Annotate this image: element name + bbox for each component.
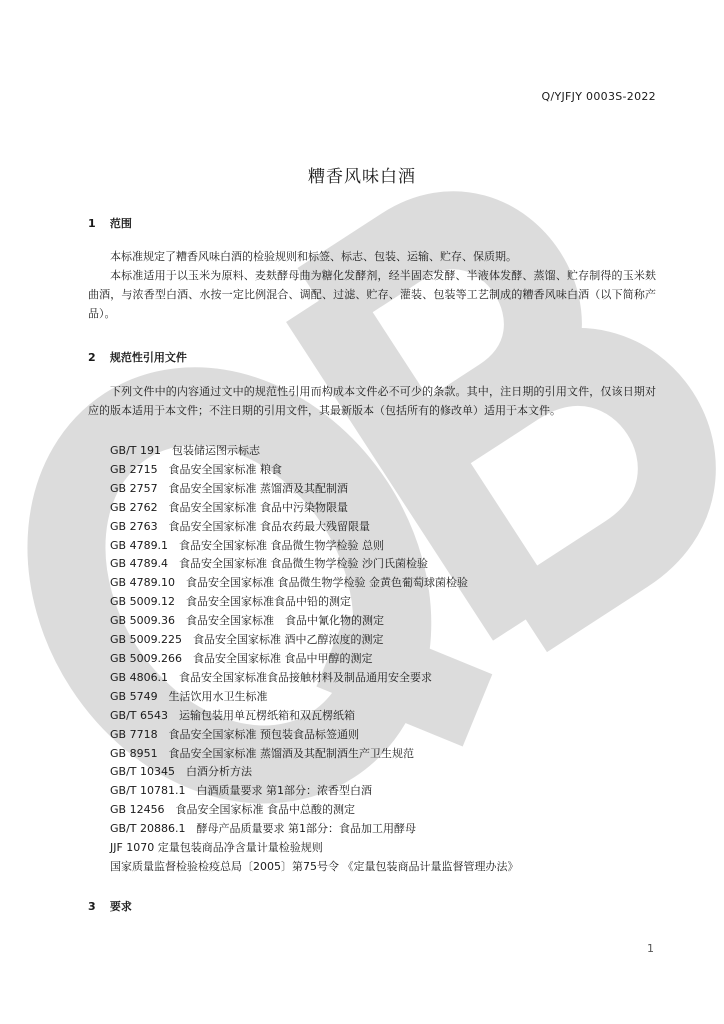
reference-item: 国家质量监督检验检疫总局〔2005〕第75号令 《定量包装商品计量监督管理办法》 bbox=[110, 859, 519, 873]
reference-item: GB 12456 食品安全国家标准 食品中总酸的测定 bbox=[110, 803, 356, 817]
reference-item: GB 4806.1 食品安全国家标准食品接触材料及制品通用安全要求 bbox=[110, 670, 433, 684]
reference-item: GB 7718 食品安全国家标准 预包装食品标签通则 bbox=[110, 727, 360, 741]
references-intro: 下列文件中的内容通过文中的规范性引用而构成本文件必不可少的条款。其中，注日期的引用文件，仅该日期对应的版本适用于本文件；不注日期的引用文件，其最新版本（包括所有的修改单）适用于本文件。 bbox=[88, 385, 656, 417]
reference-item: GB/T 20886.1 酵母产品质量要求 第1部分：食品加工用酵母 bbox=[110, 822, 416, 836]
section-title: 范围 bbox=[109, 217, 132, 230]
reference-item: JJF 1070 定量包装商品净含量计量检验规则 bbox=[110, 841, 323, 855]
scope-paragraph-1: 本标准规定了糟香风味白酒的检验规则和标签、标志、包装、运输、贮存、保质期。 bbox=[110, 250, 517, 263]
reference-item: GB 5009.266 食品安全国家标准 食品中甲醇的测定 bbox=[110, 651, 373, 665]
reference-item: GB 5009.36 食品安全国家标准 食品中氰化物的测定 bbox=[110, 614, 385, 628]
reference-item: GB 2757 食品安全国家标准 蒸馏酒及其配制酒 bbox=[110, 481, 349, 495]
reference-item: GB 2715 食品安全国家标准 粮食 bbox=[110, 462, 283, 476]
section-heading-scope bbox=[88, 215, 132, 231]
reference-item: GB/T 191 包装储运图示标志 bbox=[110, 444, 260, 457]
reference-item: GB 5749 生活饮用水卫生标准 bbox=[110, 689, 268, 703]
section-heading-requirements bbox=[88, 898, 132, 914]
reference-item: GB 4789.1 食品安全国家标准 食品微生物学检验 总则 bbox=[110, 538, 385, 552]
reference-item: GB/T 10781.1 白酒质量要求 第1部分：浓香型白酒 bbox=[110, 784, 372, 798]
reference-item: GB 2763 食品安全国家标准 食品农药最大残留限量 bbox=[110, 519, 371, 533]
scope-paragraph-2: 本标准适用于以玉米为原料、麦麸酵母曲为糖化发酵剂，经半固态发酵、半液体发酵、蒸馏、贮存制得的玉米麸曲酒，与浓香型白酒、水按一定比例混合、调配、过滤、贮存、灌装、包装等工艺制成的糟香风味白酒（以下简称产品）。 bbox=[88, 269, 656, 320]
reference-item: GB 2762 食品安全国家标准 食品中污染物限量 bbox=[110, 500, 349, 514]
document-code: Q/YJFJY 0003S-2022 bbox=[541, 90, 656, 103]
document-title: 糟香风味白酒 bbox=[308, 167, 416, 187]
section-number: 1 bbox=[88, 217, 96, 230]
section-heading-references bbox=[88, 349, 187, 365]
reference-item: GB 5009.12 食品安全国家标准食品中铅的测定 bbox=[110, 595, 352, 609]
reference-item: GB/T 10345 白酒分析方法 bbox=[110, 765, 252, 779]
reference-list bbox=[110, 442, 519, 877]
page-number: 1 bbox=[647, 942, 654, 955]
section-number: 2 bbox=[88, 351, 96, 364]
reference-item: GB 8951 食品安全国家标准 蒸馏酒及其配制酒生产卫生规范 bbox=[110, 746, 415, 760]
reference-item: GB 4789.10 食品安全国家标准 食品微生物学检验 金黄色葡萄球菌检验 bbox=[110, 576, 469, 590]
section-number: 3 bbox=[88, 900, 96, 913]
section-title: 要求 bbox=[109, 900, 132, 913]
reference-item: GB 4789.4 食品安全国家标准 食品微生物学检验 沙门氏菌检验 bbox=[110, 557, 429, 571]
section-title: 规范性引用文件 bbox=[109, 351, 187, 364]
reference-item: GB/T 6543 运输包装用单瓦楞纸箱和双瓦楞纸箱 bbox=[110, 708, 355, 722]
reference-item: GB 5009.225 食品安全国家标准 酒中乙醇浓度的测定 bbox=[110, 633, 384, 647]
